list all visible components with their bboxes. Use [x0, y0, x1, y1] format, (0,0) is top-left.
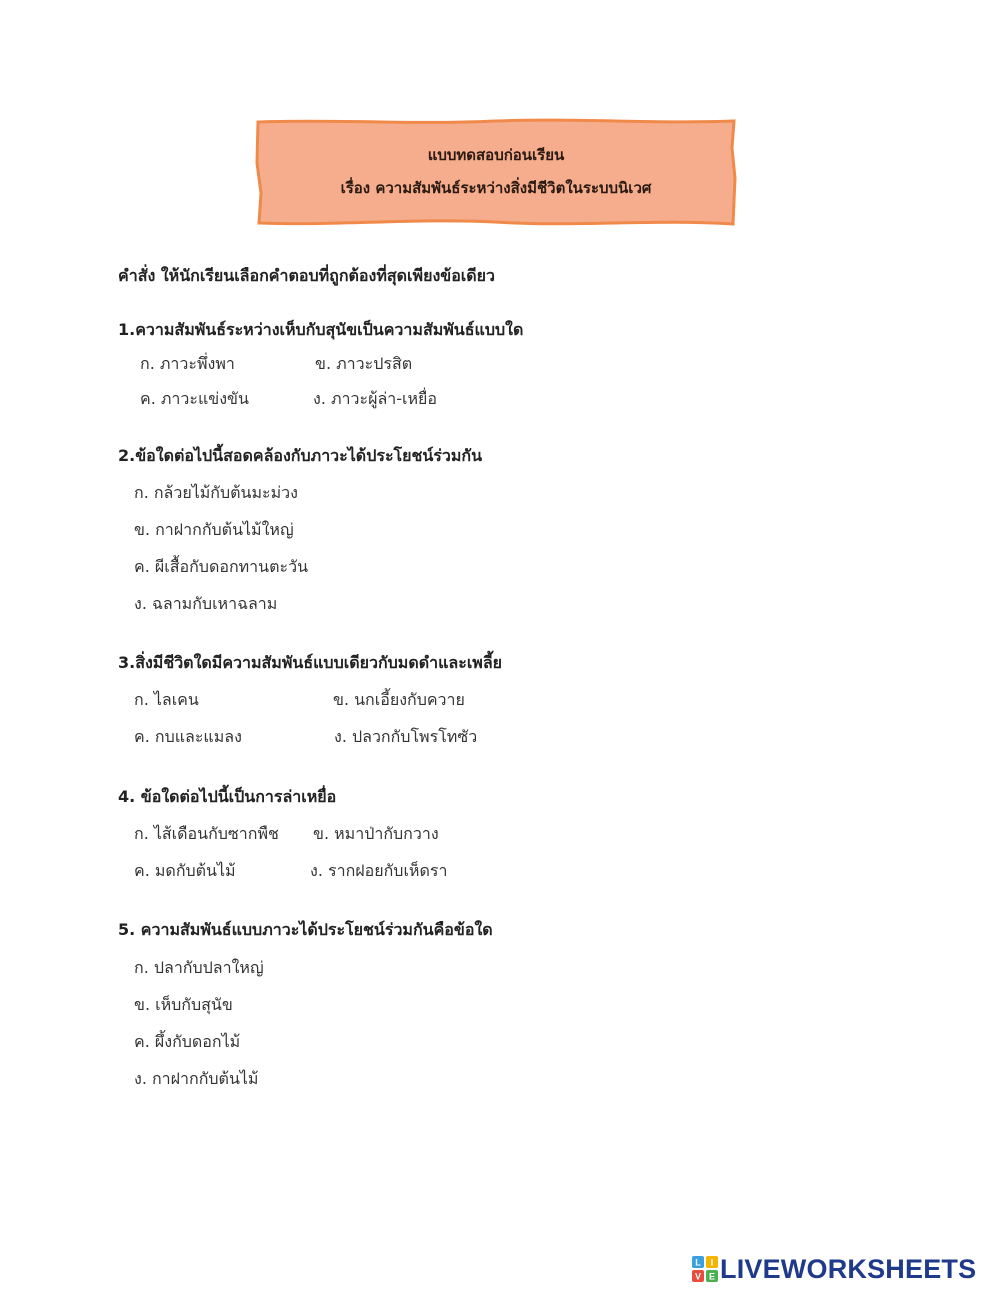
liveworksheets-brand[interactable] — [692, 1254, 976, 1284]
q1-option-d[interactable]: ง. ภาวะผู้ล่า-เหยื่อ — [313, 389, 438, 408]
q1-option-a[interactable]: ก. ภาวะพึ่งพา — [140, 354, 235, 373]
question-2: 2.ข้อใดต่อไปนี้สอดคล้องกับภาวะได้ประโยชน์ร่วมกัน — [118, 446, 483, 465]
q3-option-c[interactable]: ค. กบและแมลง — [134, 727, 242, 746]
q4-option-d[interactable]: ง. รากฝอยกับเห็ดรา — [310, 861, 448, 880]
q1-option-c[interactable]: ค. ภาวะแข่งขัน — [140, 389, 249, 408]
liveworksheets-logo-icon — [692, 1256, 718, 1282]
question-1: 1.ความสัมพันธ์ระหว่างเห็บกับสุนัขเป็นความสัมพันธ์แบบใด — [118, 320, 524, 339]
svg-text:E: E — [708, 1271, 716, 1282]
question-4: 4. ข้อใดต่อไปนี้เป็นการล่าเหยื่อ — [118, 787, 337, 806]
question-5: 5. ความสัมพันธ์แบบภาวะได้ประโยชน์ร่วมกันคือข้อใด — [118, 920, 493, 939]
brand-name: LIVEWORKSHEETS — [720, 1253, 977, 1284]
q5-option-a[interactable]: ก. ปลากับปลาใหญ่ — [134, 958, 264, 977]
q4-option-b[interactable]: ข. หมาป่ากับกวาง — [313, 824, 439, 843]
test-subject: เรื่อง ความสัมพันธ์ระหว่างสิ่งมีชีวิตในระบบนิเวศ — [340, 179, 652, 197]
q4-option-c[interactable]: ค. มดกับต้นไม้ — [134, 861, 236, 880]
q5-option-d[interactable]: ง. กาฝากกับต้นไม้ — [134, 1069, 259, 1088]
q5-option-c[interactable]: ค. ผึ้งกับดอกไม้ — [134, 1032, 241, 1051]
svg-text:L: L — [695, 1257, 701, 1268]
svg-text:V: V — [694, 1271, 702, 1282]
q4-option-a[interactable]: ก. ไส้เดือนกับซากพืช — [134, 824, 279, 843]
q2-option-d[interactable]: ง. ฉลามกับเหาฉลาม — [134, 594, 278, 613]
title-box — [255, 118, 737, 228]
question-3: 3.สิ่งมีชีวิตใดมีความสัมพันธ์แบบเดียวกับมดดำและเพลี้ย — [118, 653, 503, 672]
svg-text:I: I — [710, 1257, 714, 1268]
wavy-frame — [255, 118, 737, 228]
q3-option-d[interactable]: ง. ปลวกกับโพรโทซัว — [334, 727, 478, 746]
q3-option-b[interactable]: ข. นกเอี้ยงกับควาย — [333, 690, 465, 709]
instruction-text: คำสั่ง ให้นักเรียนเลือกคำตอบที่ถูกต้องที่สุดเพียงข้อเดียว — [118, 266, 496, 285]
q2-option-a[interactable]: ก. กล้วยไม้กับต้นมะม่วง — [134, 483, 298, 502]
q2-option-c[interactable]: ค. ผีเสื้อกับดอกทานตะวัน — [134, 557, 308, 576]
q3-option-a[interactable]: ก. ไลเคน — [134, 690, 199, 709]
q1-option-b[interactable]: ข. ภาวะปรสิต — [315, 354, 413, 373]
q2-option-b[interactable]: ข. กาฝากกับต้นไม้ใหญ่ — [134, 520, 294, 539]
test-title: แบบทดสอบก่อนเรียน — [427, 146, 565, 164]
q5-option-b[interactable]: ข. เห็บกับสุนัข — [134, 995, 233, 1014]
